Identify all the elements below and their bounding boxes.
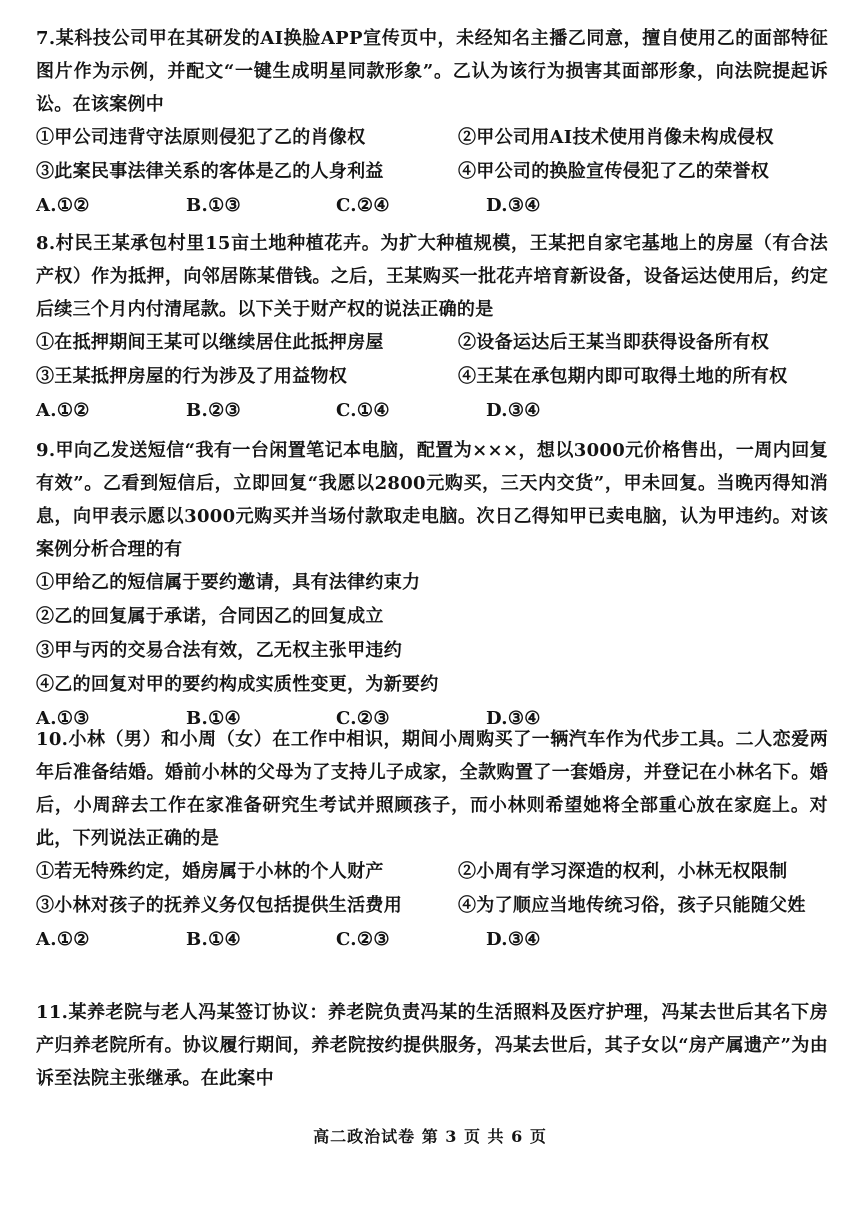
- answer-b: B.②③: [186, 400, 241, 421]
- answer-a: A.①②: [36, 400, 90, 421]
- answer-b: B.①④: [186, 708, 241, 729]
- answer-d: D.③④: [486, 195, 541, 216]
- option-row: [36, 360, 828, 394]
- question-stem: 8.村民王某承包村里15亩土地种植花卉。为扩大种植规模，王某把自家宅基地上的房屋（有合法产权）作为抵押，向邻居陈某借钱。之后，王某购买一批花卉培育新设备，设备运达使用后，约定后续三个月内付清尾款。以下关于财产权的说法正确的是: [36, 233, 828, 320]
- question-11: [36, 996, 828, 1095]
- option-4: ④为了顺应当地传统习俗，孩子只能随父姓: [458, 895, 806, 916]
- option-1: ①在抵押期间王某可以继续居住此抵押房屋: [36, 332, 384, 353]
- option-4: ④王某在承包期内即可取得土地的所有权: [458, 366, 788, 387]
- question-7: [36, 22, 828, 223]
- option-4: ④甲公司的换脸宣传侵犯了乙的荣誉权: [458, 161, 770, 182]
- answer-choices: [36, 394, 828, 428]
- option-2: ②小周有学习深造的权利，小林无权限制: [458, 861, 788, 882]
- answer-choices: [36, 189, 828, 223]
- option-3: ③此案民事法律关系的客体是乙的人身利益: [36, 161, 384, 182]
- option-1: ①甲给乙的短信属于要约邀请，具有法律约束力: [36, 572, 421, 593]
- option-4: ④乙的回复对甲的要约构成实质性变更，为新要约: [36, 674, 439, 695]
- option-2: ②甲公司用AI技术使用肖像未构成侵权: [458, 127, 774, 148]
- question-stem: 7.某科技公司甲在其研发的AI换脸APP宣传页中，未经知名主播乙同意，擅自使用乙的面部特征图片作为示例，并配文“一键生成明星同款形象”。乙认为该行为损害其面部形象，向法院提起诉讼。在该案例中: [36, 28, 828, 115]
- option-1: ①甲公司违背守法原则侵犯了乙的肖像权: [36, 127, 366, 148]
- answer-b: B.①④: [186, 929, 241, 950]
- answer-choices: [36, 923, 828, 957]
- option-1: ①若无特殊约定，婚房属于小林的个人财产: [36, 861, 384, 882]
- option-row: [36, 155, 828, 189]
- answer-a: A.①②: [36, 929, 90, 950]
- answer-c: C.②③: [336, 708, 390, 729]
- option-3: ③王某抵押房屋的行为涉及了用益物权: [36, 366, 348, 387]
- question-stem: 11.某养老院与老人冯某签订协议：养老院负责冯某的生活照料及医疗护理，冯某去世后其名下房产归养老院所有。协议履行期间，养老院按约提供服务，冯某去世后，其子女以“房产属遗产”为由诉至法院主张继承。在此案中: [36, 1002, 828, 1089]
- page-footer: 高二政治试卷 第 3 页 共 6 页: [313, 1127, 547, 1146]
- option-2: ②乙的回复属于承诺，合同因乙的回复成立: [36, 606, 384, 627]
- option-row: [36, 121, 828, 155]
- answer-c: C.②③: [336, 929, 390, 950]
- answer-d: D.③④: [486, 708, 541, 729]
- question-9: [36, 434, 828, 736]
- option-row: [36, 889, 828, 923]
- option-2: ②设备运达后王某当即获得设备所有权: [458, 332, 770, 353]
- answer-b: B.①③: [186, 195, 241, 216]
- option-3: ③甲与丙的交易合法有效，乙无权主张甲违约: [36, 640, 402, 661]
- question-stem: 9.甲向乙发送短信“我有一台闲置笔记本电脑，配置为×××，想以3000元价格售出，一周内回复有效”。乙看到短信后，立即回复“我愿以2800元购买，三天内交货”，甲未回复。当晚丙得知消息，向甲表示愿以3000元购买并当场付款取走电脑。次日乙得知甲已卖电脑，认为甲违约。对该案例分析合理的有: [36, 440, 828, 560]
- question-stem: 10.小林（男）和小周（女）在工作中相识，期间小周购买了一辆汽车作为代步工具。二人恋爱两年后准备结婚。婚前小林的父母为了支持儿子成家，全款购置了一套婚房，并登记在小林名下。婚后，小周辞去工作在家准备研究生考试并照顾孩子，而小林则希望她将全部重心放在家庭上。对此，下列说法正确的是: [36, 729, 828, 849]
- answer-c: C.①④: [336, 400, 390, 421]
- option-row: [36, 326, 828, 360]
- option-3: ③小林对孩子的抚养义务仅包括提供生活费用: [36, 895, 402, 916]
- answer-a: A.①③: [36, 708, 90, 729]
- question-8: [36, 227, 828, 428]
- question-10: [36, 723, 828, 957]
- answer-d: D.③④: [486, 400, 541, 421]
- answer-c: C.②④: [336, 195, 390, 216]
- option-row: [36, 855, 828, 889]
- answer-a: A.①②: [36, 195, 90, 216]
- answer-d: D.③④: [486, 929, 541, 950]
